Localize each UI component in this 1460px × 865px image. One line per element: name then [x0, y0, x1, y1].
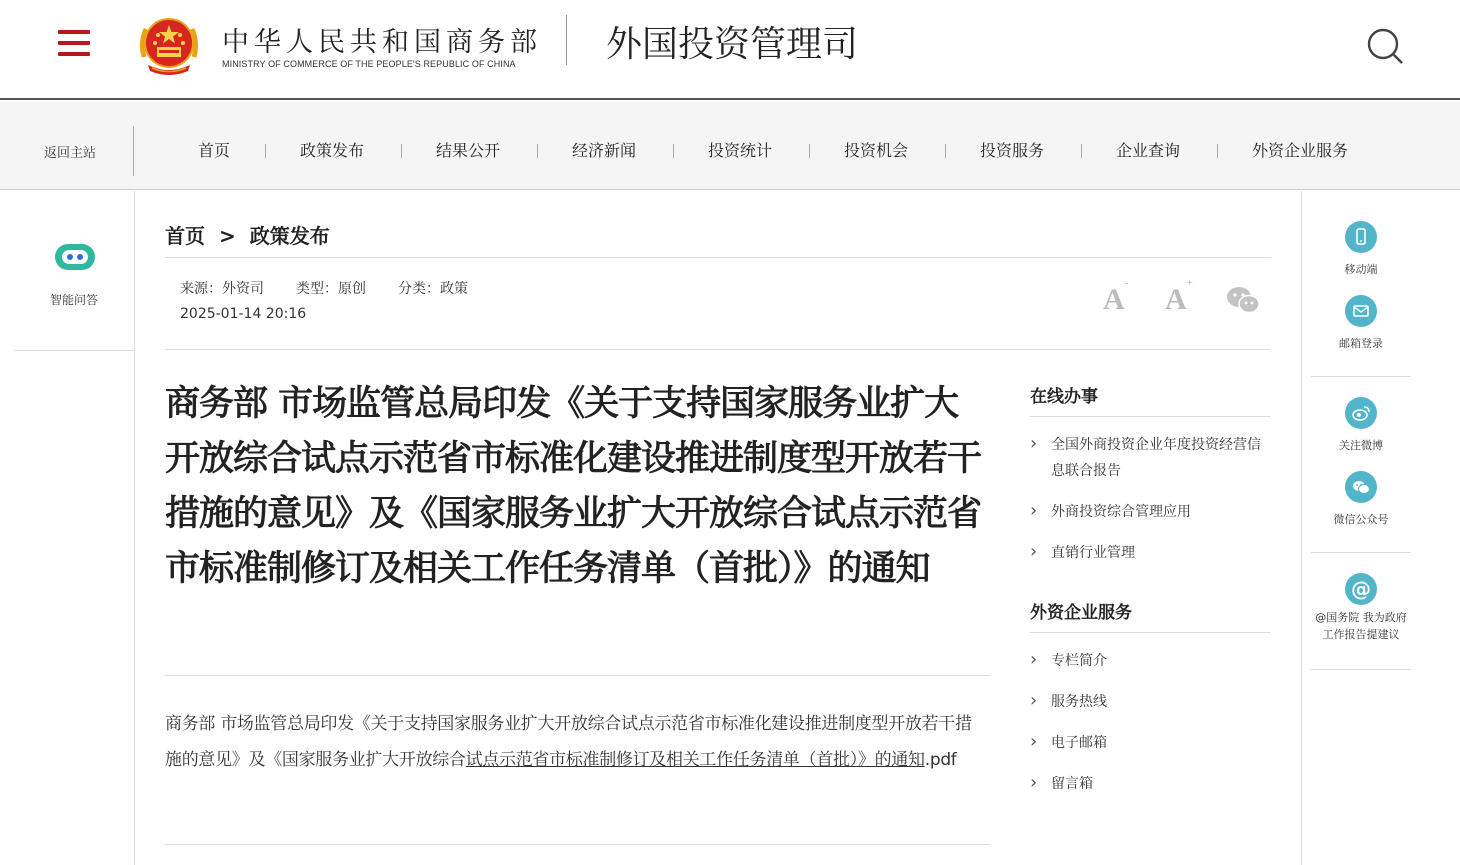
panel-link-annual-report[interactable]: › 全国外商投资企业年度投资经营信息联合报告 — [1030, 432, 1270, 484]
nav-separator — [1217, 144, 1218, 158]
meta-type: 类型：原创 — [296, 281, 366, 297]
font-decrease-button[interactable]: A- — [1103, 277, 1129, 316]
divider — [165, 675, 990, 676]
main-nav — [0, 102, 1460, 190]
wechat-icon — [1345, 471, 1377, 503]
breadcrumb-home[interactable]: 首页 — [165, 224, 205, 248]
breadcrumb-current[interactable]: 政策发布 — [249, 224, 330, 248]
suggest-label-line2: 工作报告提建议 — [1322, 628, 1400, 641]
weibo-icon — [1345, 397, 1377, 429]
menu-icon[interactable] — [58, 30, 90, 56]
wechat-share-icon[interactable] — [1226, 286, 1260, 314]
right-sidebar-wechat[interactable] — [1311, 471, 1411, 528]
right-sidebar-weibo[interactable] — [1311, 397, 1411, 454]
meta-category: 分类：政策 — [398, 281, 468, 297]
national-emblem-icon — [138, 13, 200, 77]
breadcrumb — [165, 220, 330, 249]
header-divider — [566, 15, 567, 65]
nav-item-foreign-enterprise-service[interactable]: 外资企业服务 — [1252, 141, 1349, 160]
breadcrumb-separator: > — [219, 224, 236, 248]
panel-link-direct-selling[interactable]: › 直销行业管理 — [1030, 540, 1270, 566]
right-border — [1301, 191, 1302, 865]
attachment-text: 商务部 市场监管总局印发《关于支持国家服务业扩大开放综合试点示范省市标准化建设推进制度型开放若干措施的意见》及《国家服务业扩大开放综合 — [165, 714, 972, 770]
mobile-label: 移动端 — [1344, 263, 1378, 276]
panel-title-service: 外资企业服务 — [1030, 603, 1132, 623]
left-sidebar — [14, 191, 134, 351]
mobile-icon — [1345, 221, 1377, 253]
font-increase-button[interactable]: A+ — [1165, 277, 1193, 316]
department-title[interactable]: 外国投资管理司 — [606, 24, 859, 65]
nav-separator — [265, 144, 266, 158]
nav-item-policy[interactable]: 政策发布 — [300, 141, 365, 160]
nav-separator — [809, 144, 810, 158]
right-sidebar-divider — [1311, 669, 1411, 670]
meta-date: 2025-01-14 20:16 — [180, 306, 307, 322]
nav-item-home[interactable]: 首页 — [198, 141, 231, 160]
ministry-name-en: MINISTRY OF COMMERCE OF THE PEOPLE'S REPUBLIC OF CHINA — [222, 59, 516, 69]
panel-link-message-box[interactable]: › 留言箱 — [1030, 771, 1270, 797]
right-sidebar-mail[interactable] — [1311, 295, 1411, 352]
panel-link-hotline[interactable]: › 服务热线 — [1030, 689, 1270, 715]
meta-source: 来源：外资司 — [180, 281, 264, 297]
nav-item-results[interactable]: 结果公开 — [436, 141, 501, 160]
right-sidebar-mobile[interactable] — [1311, 221, 1411, 278]
back-home-link[interactable]: 返回主站 — [44, 146, 97, 161]
left-border — [134, 191, 135, 865]
attachment-link[interactable]: 试点示范省市标准制修订及相关工作任务清单（首批）》的通知 — [465, 750, 925, 770]
nav-separator — [401, 144, 402, 158]
nav-separator — [537, 144, 538, 158]
attachment-extension: .pdf — [924, 750, 957, 770]
nav-item-statistics[interactable]: 投资统计 — [708, 141, 773, 160]
panel-divider — [1030, 632, 1271, 633]
nav-item-services[interactable]: 投资服务 — [980, 141, 1045, 160]
nav-item-news[interactable]: 经济新闻 — [572, 141, 637, 160]
mail-icon — [1345, 295, 1377, 327]
at-icon: @ — [1345, 573, 1377, 605]
nav-separator — [1081, 144, 1082, 158]
panel-link-email[interactable]: › 电子邮箱 — [1030, 730, 1270, 756]
right-sidebar-divider — [1311, 376, 1411, 377]
nav-separator — [673, 144, 674, 158]
panel-link-intro[interactable]: › 专栏简介 — [1030, 648, 1270, 674]
panel-title-online: 在线办事 — [1030, 387, 1098, 407]
article-meta — [180, 278, 468, 298]
mail-label: 邮箱登录 — [1339, 337, 1383, 350]
right-sidebar-suggest[interactable] — [1311, 573, 1411, 643]
search-icon[interactable] — [1366, 27, 1404, 65]
right-sidebar-divider — [1311, 552, 1411, 553]
attachment — [165, 706, 985, 778]
weibo-label: 关注微博 — [1339, 439, 1383, 452]
nav-item-enterprise-query[interactable]: 企业查询 — [1116, 141, 1181, 160]
divider — [165, 349, 1271, 350]
robot-icon[interactable] — [53, 242, 97, 272]
divider — [165, 844, 990, 845]
divider — [165, 257, 1271, 258]
site-header — [0, 0, 1460, 100]
ministry-name-cn: 中华人民共和国商务部 — [222, 27, 542, 58]
panel-link-investment-management[interactable]: › 外商投资综合管理应用 — [1030, 499, 1270, 525]
nav-separator — [945, 144, 946, 158]
suggest-label-line1: @国务院 我为政府 — [1315, 611, 1407, 624]
wechat-label: 微信公众号 — [1333, 513, 1389, 526]
panel-divider — [1030, 416, 1271, 417]
smart-qa-label[interactable]: 智能问答 — [49, 293, 98, 307]
nav-item-opportunities[interactable]: 投资机会 — [844, 141, 909, 160]
article-title: 商务部 市场监管总局印发《关于支持国家服务业扩大开放综合试点示范省市标准化建设推进制度型开放若干措施的意见》及《国家服务业扩大开放综合试点示范省市标准制修订及相关工作任务清单（首批）》的通知 — [165, 384, 982, 589]
